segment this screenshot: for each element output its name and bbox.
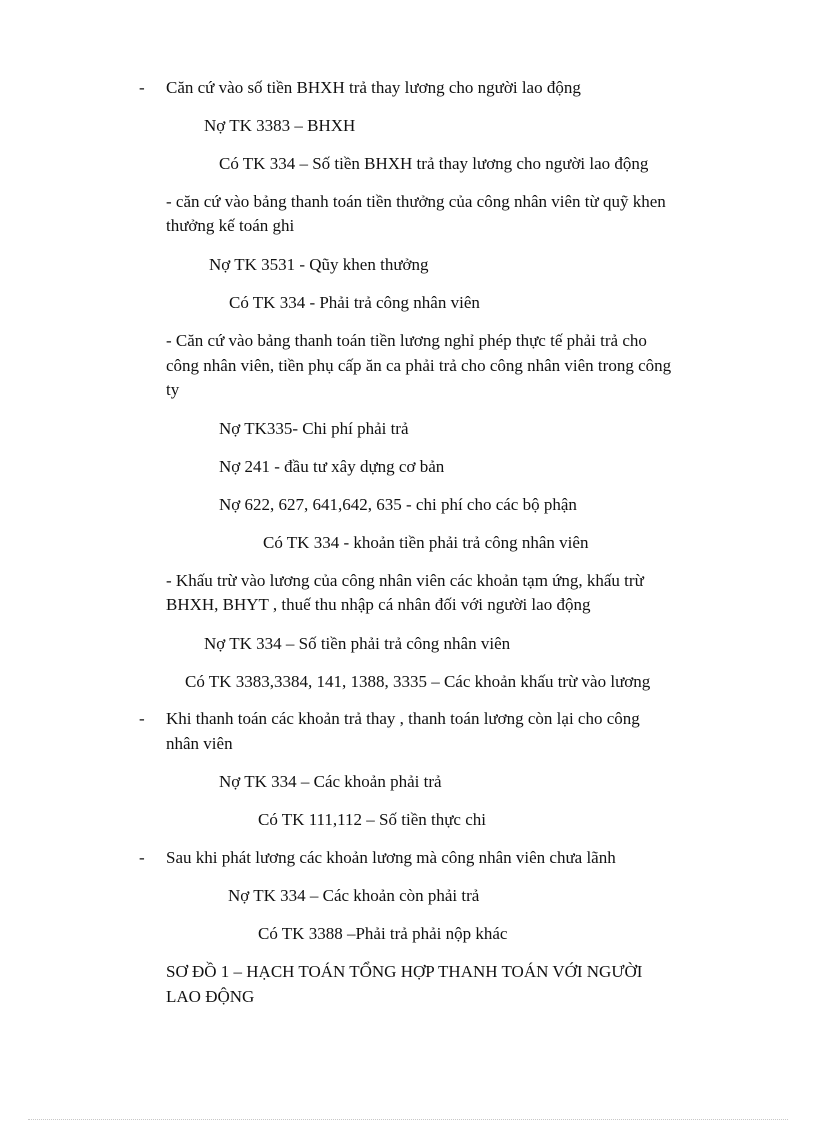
paragraph-line: Căn cứ vào số tiền BHXH trả thay lương cho người lao động [166,78,581,97]
debit-entry: Nợ TK335- Chi phí phải trả [219,419,409,438]
paragraph-line: công nhân viên, tiền phụ cấp ăn ca phải trả cho công nhân viên trong công [166,356,672,375]
paragraph-line: ty [166,380,180,399]
bullet-dash: - [139,709,145,728]
credit-entry: Có TK 334 - khoản tiền phải trả công nhân viên [263,533,589,552]
paragraph-line: - căn cứ vào bảng thanh toán tiền thưởng của công nhân viên từ quỹ khen [166,192,666,211]
bullet-dash: - [139,848,145,867]
paragraph-line: - Căn cứ vào bảng thanh toán tiền lương nghỉ phép thực tế phải trả cho [166,331,647,350]
diagram-title: SƠ ĐỒ 1 – HẠCH TOÁN TỔNG HỢP THANH TOÁN VỚI NGƯỜI [166,962,643,981]
paragraph-line: BHXH, BHYT , thuế thu nhập cá nhân đối với người lao động [166,595,591,614]
credit-entry: Có TK 3383,3384, 141, 1388, 3335 – Các khoản khấu trừ vào lương [185,672,651,691]
credit-entry: Có TK 3388 –Phải trả phải nộp khác [258,924,508,943]
debit-entry: Nợ TK 334 – Các khoản còn phải trả [228,886,480,905]
bullet-dash: - [139,78,145,97]
credit-entry: Có TK 334 – Số tiền BHXH trả thay lương cho người lao động [219,154,649,173]
debit-entry: Nợ 241 - đầu tư xây dựng cơ bản [219,457,445,476]
debit-entry: Nợ TK 334 – Các khoản phải trả [219,772,442,791]
paragraph-line: nhân viên [166,734,233,753]
debit-entry: Nợ TK 3531 - Qũy khen thưởng [209,255,429,274]
paragraph-line: Khi thanh toán các khoản trả thay , thanh toán lương còn lại cho công [166,709,640,728]
paragraph-line: thưởng kế toán ghi [166,216,295,235]
diagram-title: LAO ĐỘNG [166,987,255,1006]
debit-entry: Nợ 622, 627, 641,642, 635 - chi phí cho các bộ phận [219,495,577,514]
page-bottom-divider [28,1119,788,1120]
debit-entry: Nợ TK 334 – Số tiền phải trả công nhân viên [204,634,511,653]
paragraph-line: Sau khi phát lương các khoản lương mà công nhân viên chưa lãnh [166,848,616,867]
credit-entry: Có TK 334 - Phải trả công nhân viên [229,293,480,312]
debit-entry: Nợ TK 3383 – BHXH [204,116,356,135]
credit-entry: Có TK 111,112 – Số tiền thực chi [258,810,486,829]
paragraph-line: - Khấu trừ vào lương của công nhân viên các khoản tạm ứng, khấu trừ [166,571,644,590]
